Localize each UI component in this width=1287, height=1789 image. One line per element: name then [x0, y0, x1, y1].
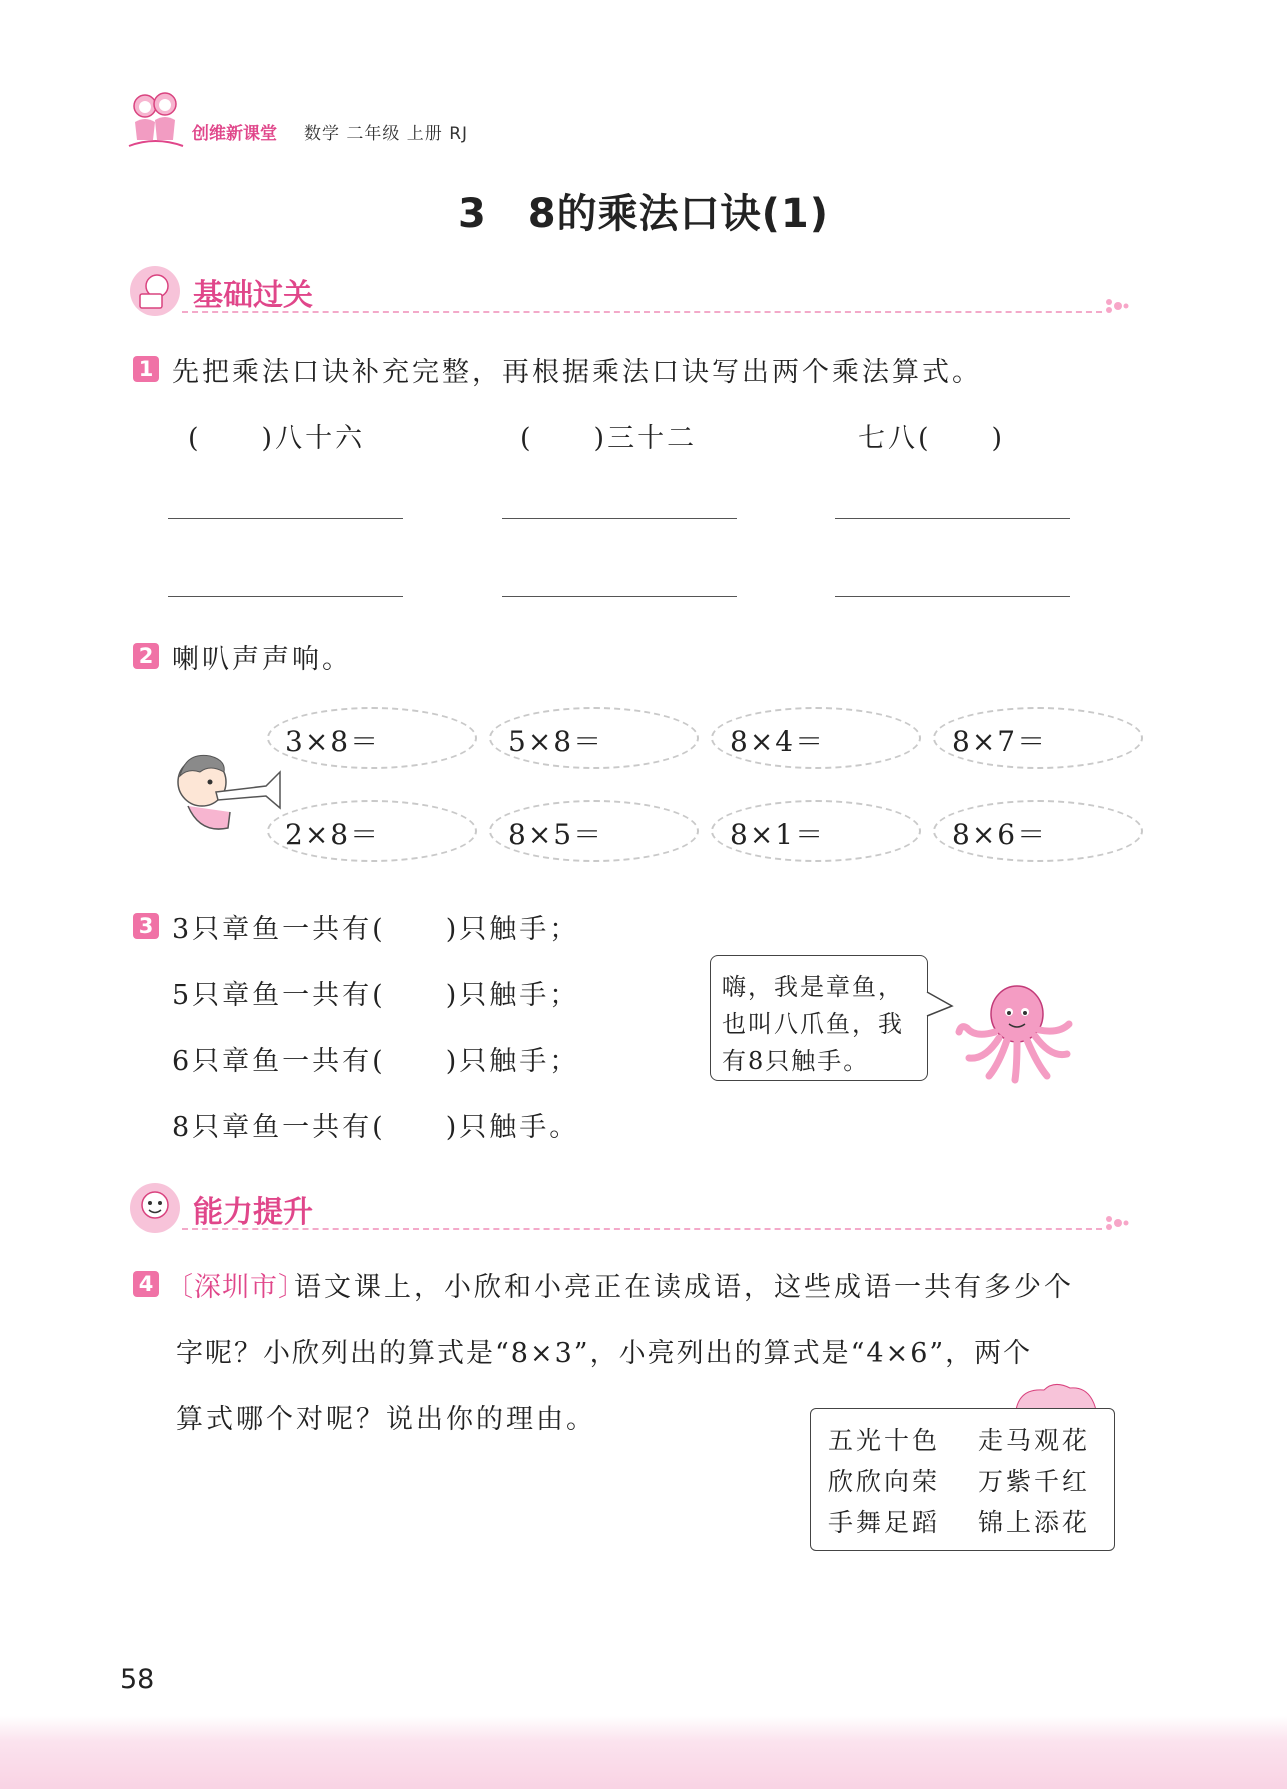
question-line: 字呢？小欣列出的算式是“8×3”，小亮列出的算式是“4×6”，两个: [176, 1338, 1033, 1369]
section-title-basic: 基础过关: [193, 278, 313, 313]
math-expression: 5×8＝: [508, 725, 604, 758]
question-number: 4: [133, 1271, 159, 1297]
bubble-line: 也叫八爪鱼，我: [722, 1010, 904, 1038]
math-expression: 8×5＝: [508, 818, 604, 851]
question-number: 2: [133, 643, 159, 669]
question-line: 算式哪个对呢？说出你的理由。: [176, 1404, 596, 1435]
decorative-dots-icon: [1104, 1215, 1130, 1231]
math-expression: 3×8＝: [285, 725, 381, 758]
section-title-advanced: 能力提升: [193, 1195, 313, 1230]
octopus-icon: [955, 980, 1075, 1085]
idiom: 走马观花: [978, 1426, 1091, 1455]
answer-line[interactable]: [835, 596, 1070, 597]
brand-name: 创维新课堂: [192, 124, 277, 144]
idiom: 欣欣向荣: [828, 1467, 941, 1496]
section-divider: [182, 1228, 1102, 1230]
math-expression: 8×1＝: [730, 818, 826, 851]
question-line: 语文课上，小欣和小亮正在读成语，这些成语一共有多少个: [294, 1272, 1074, 1303]
answer-line[interactable]: [502, 518, 737, 519]
octopus-question-line: 3只章鱼一共有( )只触手；: [172, 914, 580, 945]
math-expression: 8×7＝: [952, 725, 1048, 758]
teacher-avatar-icon: [128, 264, 182, 318]
question-number: 3: [133, 913, 159, 939]
idiom: 万紫千红: [978, 1467, 1091, 1496]
octopus-question-line: 8只章鱼一共有( )只触手。: [172, 1112, 580, 1143]
octopus-question-line: 6只章鱼一共有( )只触手；: [172, 1046, 580, 1077]
rhyme-item: ( )三十二: [520, 423, 698, 454]
rhyme-item: 七八( ): [858, 423, 1006, 454]
math-expression: 8×4＝: [730, 725, 826, 758]
math-expression: 8×6＝: [952, 818, 1048, 851]
kids-logo-icon: [125, 88, 187, 150]
question-number: 1: [133, 356, 159, 382]
bubble-line: 嗨，我是章鱼，: [722, 973, 904, 1001]
bubble-line: 有8只触手。: [722, 1047, 870, 1075]
rhyme-item: ( )八十六: [188, 423, 366, 454]
footer-band: [0, 1716, 1287, 1789]
octopus-question-line: 5只章鱼一共有( )只触手；: [172, 980, 580, 1011]
answer-line[interactable]: [502, 596, 737, 597]
idiom: 五光十色: [828, 1426, 941, 1455]
answer-line[interactable]: [835, 518, 1070, 519]
idiom: 锦上添花: [978, 1508, 1091, 1537]
math-expression: 2×8＝: [285, 818, 381, 851]
speech-bubble-tail: [926, 990, 956, 1020]
question-prompt: 先把乘法口诀补充完整，再根据乘法口诀写出两个乘法算式。: [172, 357, 982, 388]
answer-line[interactable]: [168, 518, 403, 519]
page-title: 3 8的乘法口诀(1): [457, 191, 830, 237]
answer-line[interactable]: [168, 596, 403, 597]
idiom: 手舞足蹈: [828, 1508, 941, 1537]
section-divider: [182, 311, 1102, 313]
book-subject: 数学 二年级 上册 RJ: [304, 124, 469, 144]
decorative-dots-icon: [1104, 298, 1130, 314]
region-tag: 〔深圳市〕: [166, 1272, 306, 1303]
student-avatar-icon: [128, 1181, 182, 1235]
page-number: 58: [120, 1664, 155, 1695]
question-prompt: 喇叭声声响。: [172, 644, 352, 675]
